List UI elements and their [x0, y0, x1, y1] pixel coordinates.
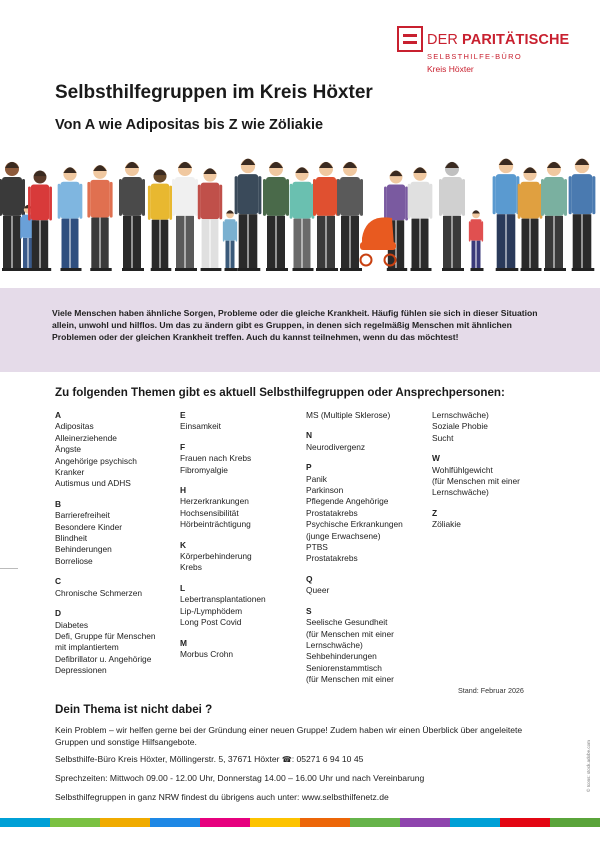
topic-item: Sucht — [432, 432, 454, 443]
topic-letter: Z — [432, 507, 438, 518]
topics-column-4 — [432, 410, 560, 540]
logo-flag-icon — [397, 26, 423, 52]
person-figure — [148, 169, 172, 271]
topic-item: (junge Erwachsene) — [306, 530, 381, 541]
topic-letter: D — [55, 608, 62, 619]
stripe-segment — [450, 818, 500, 827]
topic-item: Depressionen — [55, 665, 107, 676]
topic-letter: S — [306, 605, 312, 616]
topic-item: Pflegende Angehörige — [306, 496, 389, 507]
topic-item: Angehörige psychisch — [55, 455, 137, 466]
topic-item: Prostatakrebs — [306, 507, 358, 518]
footer-intro-text: Kein Problem – wir helfen gerne bei der Gründung einer neuen Gruppe! Zudem haben wir einen Überblick über angeleitete Gruppen und sonstige Hilfsangebote. — [55, 725, 523, 747]
stripe-segment — [100, 818, 150, 827]
stripe-segment — [200, 818, 250, 827]
person-figure — [518, 167, 543, 271]
topic-item: Behinderungen — [55, 544, 112, 555]
topic-section — [55, 608, 183, 676]
person-figure — [223, 210, 238, 271]
topic-section — [55, 499, 183, 567]
intro-text: Viele Menschen haben ähnliche Sorgen, Probleme oder die gleiche Krankheit. Häufig fühlen sie sich in dieser Situation allein, unwohl und hilflos. Um das zu ändern gibt es Gruppen, in denen sich regelmäßig Menschen mit ähnlichen Problemen oder der gleichen Krankheit treffen. Auch du kannst teilnehmen, wenn du das möchtest! — [52, 308, 538, 342]
office-hours: Sprechzeiten: Mittwoch 09.00 - 12.00 Uhr, Donnerstag 14.00 – 16.00 Uhr und nach Vereinbarung — [55, 773, 425, 783]
person-figure — [337, 162, 363, 271]
topic-item: Defibrillator u. Angehörige — [55, 653, 152, 664]
topic-item: Seelische Gesundheit — [306, 617, 388, 628]
topic-letter: Q — [306, 573, 313, 584]
topic-item: Chronische Schmerzen — [55, 587, 143, 598]
topic-item: Seniorenstammtisch — [306, 662, 382, 673]
topics-column-1 — [55, 410, 183, 686]
topic-item: (für Menschen mit einer — [306, 628, 394, 639]
paritaetische-logo — [397, 26, 577, 76]
stripe-segment — [0, 818, 50, 827]
topic-section — [306, 430, 434, 453]
topic-item: Hörbeinträchtigung — [180, 519, 251, 530]
page-title: Selbsthilfegruppen im Kreis Höxter — [55, 82, 373, 103]
topic-section — [180, 410, 308, 433]
stand-date: Stand: Februar 2026 — [458, 686, 524, 695]
person-figure — [493, 159, 520, 271]
topic-item: Barrierefreiheit — [55, 510, 110, 521]
topic-item: Krebs — [180, 562, 202, 573]
topic-item: Fibromyalgie — [180, 464, 228, 475]
contact-line — [55, 753, 555, 766]
image-copyright: © Icons: stock.adobe.com — [586, 740, 591, 792]
logo-name: DER PARITÄTISCHE — [427, 32, 570, 48]
topic-section — [306, 606, 434, 686]
topic-item: Kranker — [55, 467, 85, 478]
person-figure — [439, 162, 465, 271]
topic-item: Zöliakie — [432, 519, 461, 530]
topic-item: mit implantiertem — [55, 642, 119, 653]
topic-letter: C — [55, 576, 62, 587]
topic-item: Panik — [306, 473, 327, 484]
person-figure — [569, 159, 596, 271]
person-figure — [58, 167, 83, 271]
topic-item: Alleinerziehende — [55, 432, 117, 443]
footer-title: Dein Thema ist nicht dabei ? — [55, 703, 213, 716]
topic-section — [55, 410, 183, 490]
topic-letter: B — [55, 498, 62, 509]
topic-letter: F — [180, 441, 186, 452]
person-figure — [263, 162, 289, 271]
topic-letter: L — [180, 582, 186, 593]
topic-item: Sehbehinderungen — [306, 651, 377, 662]
topic-item: Lebertransplantationen — [180, 594, 266, 605]
topics-column-2 — [180, 410, 308, 669]
topic-item: Diabetes — [55, 619, 89, 630]
topic-section — [432, 410, 560, 444]
topic-item: Lernschwäche) — [432, 410, 489, 420]
topics-heading: Zu folgenden Themen gibt es aktuell Selbsthilfegruppen oder Ansprechpersonen: — [55, 386, 505, 399]
topic-letter: N — [306, 430, 313, 441]
topic-item: MS (Multiple Sklerose) — [306, 410, 391, 420]
person-figure — [313, 162, 339, 271]
topic-section — [180, 638, 308, 661]
topic-item: Einsamkeit — [180, 421, 221, 432]
person-figure — [172, 162, 198, 271]
topic-section — [432, 508, 560, 531]
topic-item: Psychische Erkrankungen — [306, 519, 403, 530]
person-figure — [198, 168, 222, 271]
topic-item: Herzerkrankungen — [180, 496, 249, 507]
topic-item: Soziale Phobie — [432, 421, 488, 432]
phone-icon: ☎: — [281, 755, 295, 764]
people-illustration — [0, 150, 600, 275]
topic-item: Blindheit — [55, 533, 88, 544]
topic-section — [180, 442, 308, 476]
person-figure — [469, 210, 484, 271]
topic-item: Defi, Gruppe für Menschen — [55, 630, 156, 641]
topic-item: Borreliose — [55, 555, 93, 566]
topic-section — [180, 485, 308, 531]
topic-item: Adipositas — [55, 421, 94, 432]
topic-item: Hochsensibilität — [180, 507, 239, 518]
stripe-segment — [350, 818, 400, 827]
topic-letter: M — [180, 637, 187, 648]
stripe-segment — [150, 818, 200, 827]
topic-section — [180, 540, 308, 574]
person-figure — [541, 162, 567, 271]
topic-section — [432, 453, 560, 499]
logo-region: Kreis Höxter — [427, 64, 474, 74]
topic-item: Lernschwäche) — [306, 639, 363, 650]
topic-item: Neurodivergenz — [306, 441, 366, 452]
topic-item: Parkinson — [306, 485, 344, 496]
topic-item: Autismus und ADHS — [55, 478, 131, 489]
topic-item: Lip-/Lymphödem — [180, 605, 243, 616]
topic-item: Frauen nach Krebs — [180, 453, 252, 464]
person-figure — [119, 162, 145, 271]
topic-section — [306, 410, 434, 421]
page-subtitle: Von A wie Adipositas bis Z wie Zöliakie — [55, 117, 324, 133]
fold-mark — [0, 568, 18, 569]
contact-address: Selbsthilfe-Büro Kreis Höxter, Möllingerstr. 5, 37671 Höxter — [55, 754, 280, 764]
contact-phone[interactable]: 05271 6 94 10 45 — [296, 754, 364, 764]
topics-column-3 — [306, 410, 434, 695]
stripe-segment — [300, 818, 350, 827]
topic-section — [55, 576, 183, 599]
topic-item: Ängste — [55, 444, 82, 455]
topic-letter: H — [180, 485, 187, 496]
topic-section — [306, 574, 434, 597]
logo-subtitle: SELBSTHILFE-BÜRO — [427, 52, 522, 61]
topic-letter: W — [432, 453, 440, 464]
topic-item: Prostatakrebs — [306, 553, 358, 564]
topic-letter: A — [55, 410, 62, 420]
topic-letter: K — [180, 539, 187, 550]
topic-item: Long Post Covid — [180, 617, 242, 628]
topic-item: (für Menschen mit einer — [306, 674, 394, 685]
topic-item: (für Menschen mit einer — [432, 476, 520, 487]
person-figure — [290, 167, 315, 271]
stripe-segment — [550, 818, 600, 827]
person-figure — [87, 165, 112, 271]
topic-item: Queer — [306, 585, 330, 596]
person-figure — [408, 167, 433, 271]
topic-item: Lernschwäche) — [432, 487, 489, 498]
stripe-segment — [50, 818, 100, 827]
color-stripe — [0, 818, 600, 827]
stripe-segment — [500, 818, 550, 827]
person-figure — [235, 159, 262, 271]
nrw-link-text[interactable]: Selbsthilfegruppen in ganz NRW findest du übrigens auch unter: www.selbsthilfenetz.de — [55, 792, 389, 802]
topic-item: Morbus Crohn — [180, 648, 234, 659]
topic-letter: E — [180, 410, 186, 420]
topic-item: PTBS — [306, 542, 328, 553]
topic-letter: P — [306, 462, 312, 473]
topic-item: Wohlfühlgewicht — [432, 464, 493, 475]
intro-band — [0, 288, 600, 372]
stripe-segment — [400, 818, 450, 827]
topic-section — [306, 462, 434, 565]
topic-item: Besondere Kinder — [55, 521, 123, 532]
topic-item: Körperbehinderung — [180, 551, 252, 562]
person-figure — [0, 162, 25, 271]
stripe-segment — [250, 818, 300, 827]
topic-section — [180, 583, 308, 629]
